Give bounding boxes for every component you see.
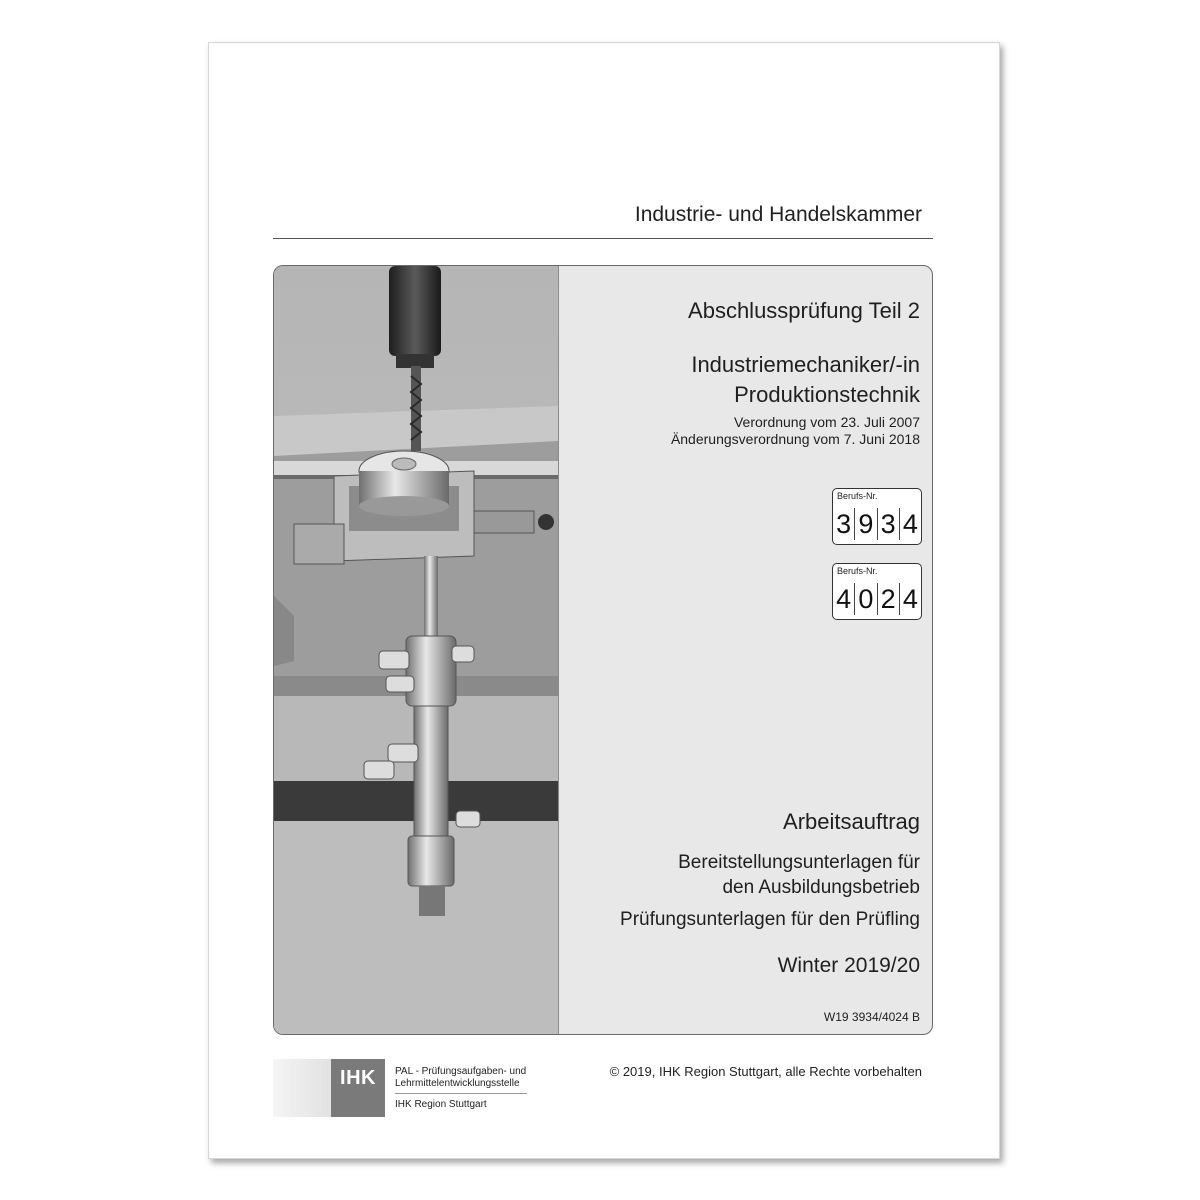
organization-title: Industrie- und Handelskammer [634, 203, 922, 226]
specialization-title: Produktionstechnik [734, 382, 920, 407]
exam-title: Abschlussprüfung Teil 2 [688, 298, 920, 323]
ordinance-line-2: Änderungsverordnung vom 7. Juni 2018 [670, 431, 920, 447]
occupation-digit: 0 [854, 583, 876, 615]
occupation-title: Industriemechaniker/-in [691, 352, 920, 377]
drill-press-photo [274, 266, 559, 1034]
occupation-number-label: Berufs-Nr. [837, 491, 878, 501]
occupation-digit: 2 [877, 583, 899, 615]
occupation-digit: 3 [836, 509, 852, 539]
occupation-number-digits [833, 508, 921, 540]
occupation-digit: 4 [899, 583, 921, 615]
occupation-number-label: Berufs-Nr. [837, 566, 878, 576]
ihk-logo-mark: IHK [340, 1067, 376, 1089]
provision-line-3: Prüfungsunterlagen für den Prüfling [620, 909, 920, 930]
logo-text-line-1: PAL - Prüfungsaufgaben- und [395, 1066, 527, 1077]
occupation-digit: 3 [877, 508, 899, 540]
copyright-notice: © 2019, IHK Region Stuttgart, alle Rechte vorbehalten [609, 1064, 922, 1079]
header-divider [273, 238, 933, 239]
occupation-digit: 4 [899, 508, 921, 540]
provision-line-2: den Ausbildungsbetrieb [722, 877, 920, 898]
occupation-number-box [832, 488, 922, 545]
ordinance-line-1: Verordnung vom 23. Juli 2007 [733, 414, 920, 430]
occupation-number-box [832, 563, 922, 620]
document-cover [208, 42, 1000, 1159]
document-code: W19 3934/4024 B [823, 1010, 920, 1024]
ihk-pal-logo [273, 1059, 527, 1117]
cover-info [560, 266, 932, 1034]
logo-text-line-3: IHK Region Stuttgart [395, 1099, 487, 1110]
provision-line-1: Bereitstellungsunterlagen für [678, 852, 920, 873]
occupation-number-digits [833, 583, 921, 615]
logo-text-line-2: Lehrmittelentwicklungsstelle [395, 1078, 520, 1089]
exam-term: Winter 2019/20 [777, 954, 920, 977]
occupation-digit: 4 [836, 584, 852, 614]
task-title: Arbeitsauftrag [783, 809, 920, 834]
logo-divider [395, 1093, 527, 1094]
occupation-digit: 9 [854, 508, 876, 540]
cover-panel [273, 265, 933, 1035]
